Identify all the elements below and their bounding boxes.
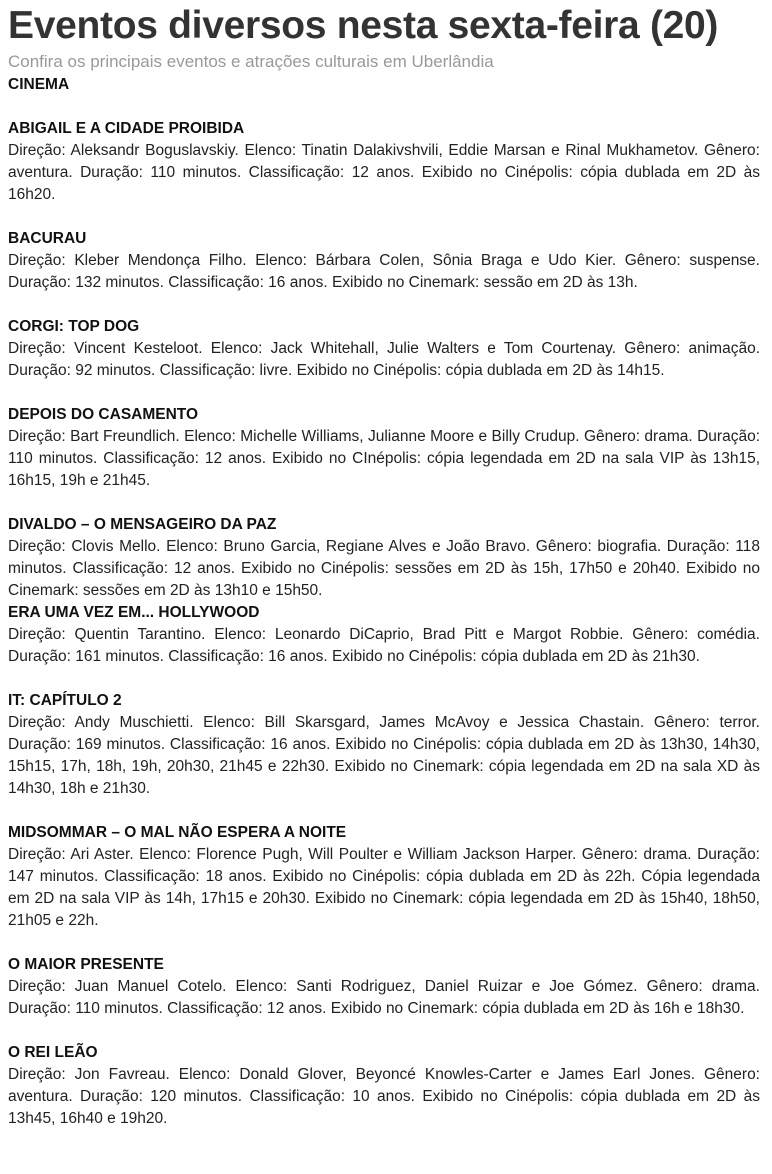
film-title: O REI LEÃO: [8, 1044, 98, 1061]
section-heading: CINEMA: [8, 76, 70, 93]
page-title: Eventos diversos nesta sexta-feira (20): [8, 4, 719, 47]
film-details: Direção: Clovis Mello. Elenco: Bruno Garcia, Regiane Alves e João Bravo. Gênero: biografia. Duração: 118 minutos. Classificação: 12 anos. Exibido no Cinépolis: sessões em 2D às 15h, 17h50 e 20h40. Exibido no Cinemark: sessões em 2D às 13h10 e 15h50.: [8, 538, 760, 599]
film-entry: [8, 514, 760, 602]
film-title: BACURAU: [8, 230, 87, 247]
film-entry: [8, 404, 760, 492]
film-entry: [8, 690, 760, 800]
film-title: DEPOIS DO CASAMENTO: [8, 406, 199, 423]
film-details: Direção: Kleber Mendonça Filho. Elenco: Bárbara Colen, Sônia Braga e Udo Kier. Gênero: suspense. Duração: 132 minutos. Classificação: 16 anos. Exibido no Cinemark: sessão em 2D às 13h.: [8, 252, 760, 291]
film-title: DIVALDO – O MENSAGEIRO DA PAZ: [8, 516, 277, 533]
film-title: ABIGAIL E A CIDADE PROIBIDA: [8, 120, 245, 137]
film-details: Direção: Quentin Tarantino. Elenco: Leonardo DiCaprio, Brad Pitt e Margot Robbie. Gênero: comédia. Duração: 161 minutos. Classificação: 16 anos. Exibido no Cinépolis: cópia dublada em 2D às 21h30.: [8, 626, 760, 665]
film-title: IT: CAPÍTULO 2: [8, 692, 122, 709]
film-details: Direção: Bart Freundlich. Elenco: Michelle Williams, Julianne Moore e Billy Crudup. Gênero: drama. Duração: 110 minutos. Classificação: 12 anos. Exibido no CInépolis: cópia legendada em 2D na sala VIP às 13h15, 16h15, 19h e 21h45.: [8, 428, 760, 489]
film-details: Direção: Vincent Kesteloot. Elenco: Jack Whitehall, Julie Walters e Tom Courtenay. Gênero: animação. Duração: 92 minutos. Classificação: livre. Exibido no Cinépolis: cópia dublada em 2D às 14h15.: [8, 340, 760, 379]
page-subtitle: Confira os principais eventos e atrações culturais em Uberlândia: [8, 52, 494, 71]
film-entry: [8, 602, 760, 668]
film-title: ERA UMA VEZ EM... HOLLYWOOD: [8, 604, 260, 621]
film-title: CORGI: TOP DOG: [8, 318, 140, 335]
film-title: O MAIOR PRESENTE: [8, 956, 164, 973]
film-entry: [8, 954, 760, 1020]
film-details: Direção: Andy Muschietti. Elenco: Bill Skarsgard, James McAvoy e Jessica Chastain. Gênero: terror. Duração: 169 minutos. Classificação: 16 anos. Exibido no Cinépolis: cópia dublada em 2D às 13h30, 14h30, 15h15, 17h, 18h, 19h, 20h30, 21h45 e 22h30. Exibido no Cinemark: cópia legendada em 2D na sala XD às 14h30, 18h e 21h30.: [8, 714, 760, 797]
film-title: MIDSOMMAR – O MAL NÃO ESPERA A NOITE: [8, 824, 347, 841]
film-entry: [8, 316, 760, 382]
film-details: Direção: Ari Aster. Elenco: Florence Pugh, Will Poulter e William Jackson Harper. Gênero: drama. Duração: 147 minutos. Classificação: 18 anos. Exibido no Cinépolis: cópia dublada em 2D às 22h. Cópia legendada em 2D na sala VIP às 14h, 17h15 e 20h30. Exibido no Cinemark: cópia legendada em 2D às 15h40, 18h50, 21h05 e 22h.: [8, 846, 760, 929]
film-entry: [8, 1042, 760, 1130]
film-entry: [8, 822, 760, 932]
film-entry: [8, 118, 760, 206]
film-details: Direção: Aleksandr Boguslavskiy. Elenco: Tinatin Dalakivshvili, Eddie Marsan e Rinal Mukhametov. Gênero: aventura. Duração: 110 minutos. Classificação: 12 anos. Exibido no Cinépolis: cópia dublada em 2D às 16h20.: [8, 142, 760, 203]
film-details: Direção: Jon Favreau. Elenco: Donald Glover, Beyoncé Knowles-Carter e James Earl Jones. Gênero: aventura. Duração: 120 minutos. Classificação: 10 anos. Exibido no Cinépolis: cópia dublada em 2D às 13h45, 16h40 e 19h20.: [8, 1066, 760, 1127]
film-entry: [8, 228, 760, 294]
film-details: Direção: Juan Manuel Cotelo. Elenco: Santi Rodriguez, Daniel Ruizar e Joe Gómez. Gênero: drama. Duração: 110 minutos. Classificação: 12 anos. Exibido no Cinemark: cópia dublada em 2D às 16h e 18h30.: [8, 978, 760, 1017]
